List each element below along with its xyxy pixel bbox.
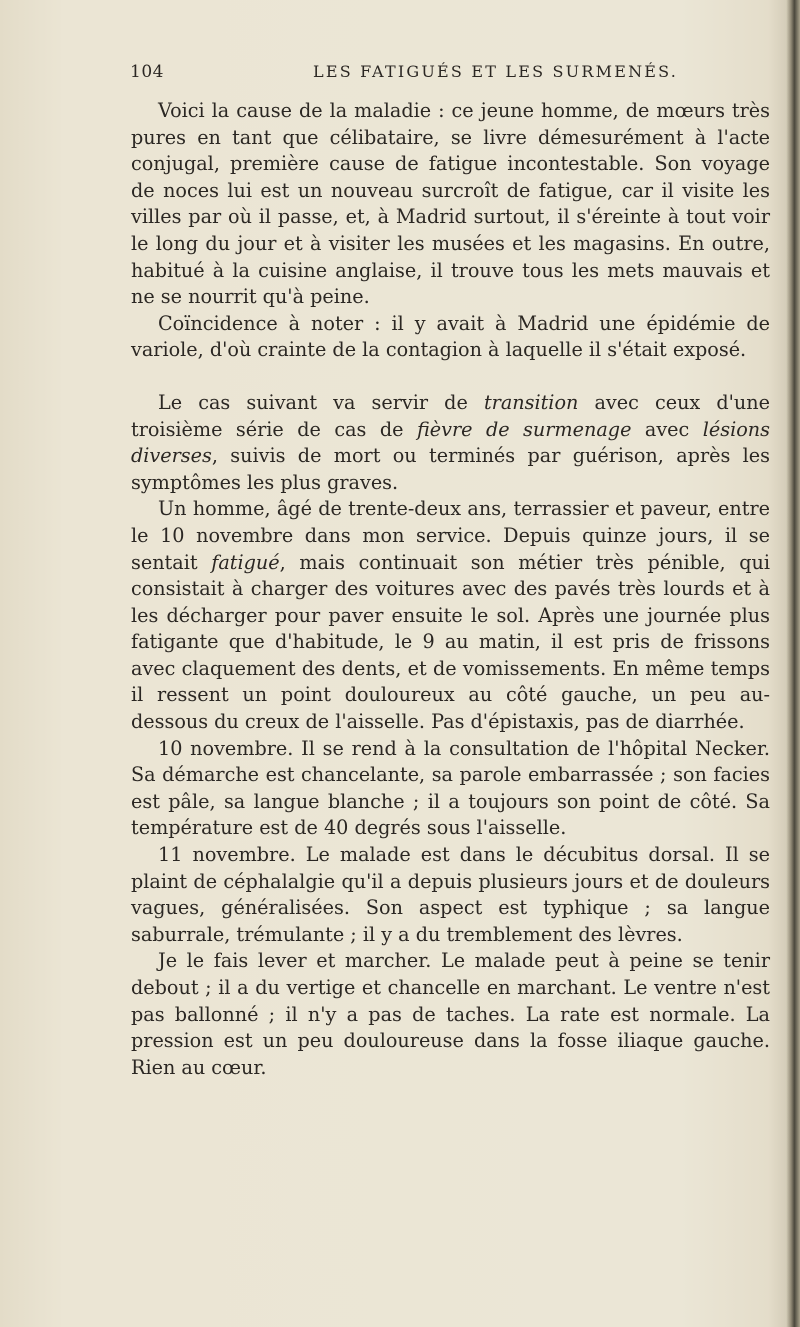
- section-gap: [131, 364, 770, 390]
- page-header: [130, 62, 770, 86]
- italic-term: lésions diverses: [131, 417, 770, 468]
- text-run: , mais continuait son métier très pénible, qui consistait à charger des voitures avec des pavés très lourds et à les décharger pour paver ensuite le sol. Après une journée plus fatigante que d'habitude, le 9 au matin, il est pris de frissons avec claquement des dents, et de vomissements. En même temps il ressent un point douloureux au côté gauche, un peu au-dessous du creux de l'aisselle. Pas d'épistaxis, pas de diarrhée.: [131, 550, 770, 734]
- text-run: avec: [631, 417, 703, 441]
- italic-term: transition: [483, 390, 579, 414]
- italic-term: fièvre de surmenage: [416, 417, 632, 441]
- body-text: [131, 98, 770, 1081]
- text-run: Un homme, âgé de trente-deux ans, terrassier et paveur, entre le 10 novembre dans mon service. Depuis quinze jours, il se sentait: [131, 497, 770, 574]
- italic-term: fatigué: [211, 550, 280, 574]
- text-run: , suivis de mort ou terminés par guérison, après les symptômes les plus graves.: [131, 444, 770, 494]
- paragraph-cause: Voici la cause de la maladie : ce jeune homme, de mœurs très pures en tant que célibataire, se livre démesurément à l'acte conjugal, première cause de fatigue incontestable. Son voyage de noces lui est un nouveau surcroît de fatigue, car il visite les villes par où il passe, et, à Madrid surtout, il s'éreinte à tout voir le long du jour et à visiter les musées et les magasins. En outre, habitué à la cuisine anglaise, il trouve tous les mets mauvais et ne se nourrit qu'à peine.: [131, 99, 770, 309]
- page-binding-edge: [786, 0, 800, 1327]
- text-run: avec ceux d'une troisième série de cas de: [131, 390, 770, 441]
- page-number: 104: [130, 62, 164, 82]
- text-run: Le cas suivant va servir de: [158, 390, 484, 414]
- paragraph-transition: [131, 390, 770, 496]
- paragraph-examination: Je le fais lever et marcher. Le malade peut à peine se tenir debout ; il a du vertige et chancelle en marchant. Le ventre n'est pas ballonné ; il n'y a pas de taches. La rate est normale. La pression est un peu douloureuse dans la fosse iliaque gauche. Rien au cœur.: [131, 949, 770, 1079]
- paragraph-case-intro: [131, 496, 770, 735]
- paragraph-nov-10: 10 novembre. Il se rend à la consultation de l'hôpital Necker. Sa démarche est chancelante, sa parole embarrassée ; son facies est pâle, sa langue blanche ; il a toujours son point de côté. Sa température est de 40 degrés sous l'aisselle.: [131, 736, 770, 840]
- paragraph-nov-11: 11 novembre. Le malade est dans le décubitus dorsal. Il se plaint de céphalalgie qu'il a depuis plusieurs jours et de douleurs vagues, généralisées. Son aspect est typhique ; sa langue saburrale, trémulante ; il y a du tremblement des lèvres.: [131, 843, 770, 946]
- running-head: LES FATIGUÉS ET LES SURMENÉS.: [313, 62, 679, 81]
- paragraph-coincidence: Coïncidence à noter : il y avait à Madrid une épidémie de variole, d'où crainte de la contagion à laquelle il s'était exposé.: [131, 311, 770, 362]
